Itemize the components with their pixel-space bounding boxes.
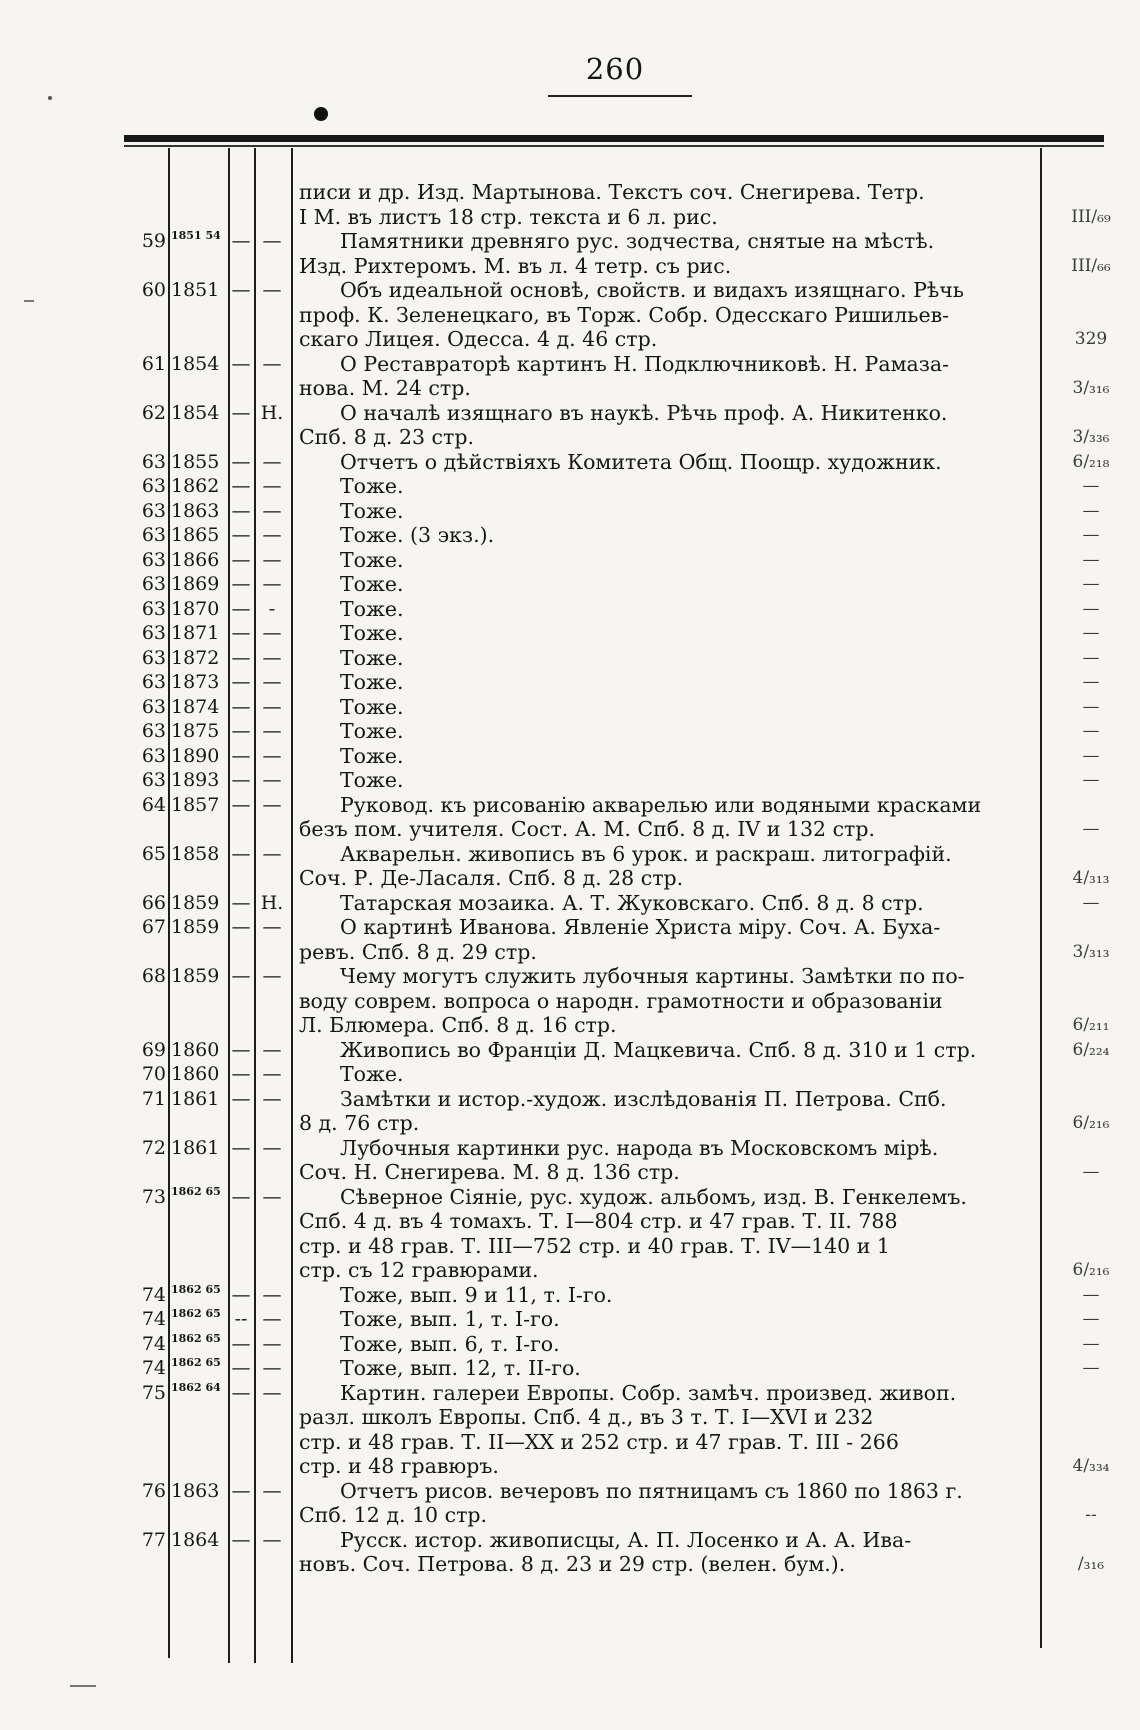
header-rule-thin: [124, 145, 1104, 147]
entry-text: Картин. галереи Европы. Собр. замѣч. произвед. живоп.: [340, 1380, 957, 1405]
table-row: [0, 1160, 1140, 1185]
entry-text: скаго Лицея. Одесса. 4 д. 46 стр.: [299, 327, 658, 351]
entry-number: 77: [141, 1528, 166, 1551]
entry-mark-a: —: [231, 401, 251, 424]
entry-year: 1863: [171, 1479, 220, 1502]
entry-text: Соч. Н. Снегирева. М. 8 д. 136 стр.: [299, 1160, 680, 1184]
entry-number: 75: [141, 1381, 166, 1404]
entry-year: 1857: [171, 793, 220, 816]
entry-mark-a: —: [231, 1357, 251, 1379]
entry-mark-b: —: [262, 352, 282, 375]
entry-year: 1863: [171, 499, 220, 522]
entry-year: 1893: [171, 769, 220, 791]
table-row: [0, 572, 1140, 597]
entry-shelf-ref: 4/₃₁₃: [1072, 868, 1110, 888]
entry-text: стр. и 48 грав. Т. II—XX и 252 стр. и 47 грав. Т. III - 266: [299, 1429, 899, 1454]
entry-year: 1862 65: [171, 1282, 221, 1296]
entry-number: 63: [141, 646, 166, 669]
entry-mark-b: —: [262, 695, 282, 718]
entry-year: 1860: [171, 1038, 220, 1061]
entry-mark-b: —: [262, 1185, 282, 1208]
entry-mark-a: —: [231, 573, 251, 595]
ink-speck: [48, 96, 52, 100]
entry-mark-a: —: [231, 450, 251, 473]
table-row: [0, 180, 1140, 205]
table-row: [0, 401, 1140, 426]
entry-shelf-ref: —: [1082, 1333, 1100, 1354]
entry-number: 63: [141, 450, 166, 473]
table-row: [0, 1038, 1140, 1063]
entry-text: Тоже.: [340, 596, 404, 621]
entry-mark-a: —: [231, 1087, 251, 1110]
entry-mark-b: —: [262, 230, 282, 252]
entry-text: проф. К. Зеленецкаго, въ Торж. Собр. Одесскаго Ришильев-: [299, 302, 950, 327]
entry-number: 69: [141, 1038, 166, 1061]
entry-year: 1874: [171, 695, 220, 718]
entry-text: писи и др. Изд. Мартынова. Текстъ соч. Снегирева. Тетр.: [299, 180, 925, 204]
entry-mark-a: —: [231, 352, 251, 375]
entry-text: Тоже.: [340, 572, 404, 596]
entry-shelf-ref: —: [1082, 500, 1100, 521]
entry-shelf-ref: 3/₃₃₆: [1072, 427, 1110, 447]
entry-mark-a: —: [231, 1528, 251, 1551]
entry-mark-a: —: [231, 769, 251, 791]
entry-text: Тоже.: [340, 719, 404, 743]
table-row: [0, 1405, 1140, 1430]
entry-year: 1865: [171, 524, 220, 546]
entry-mark-b: —: [262, 916, 282, 938]
table-row: [0, 1503, 1140, 1528]
entry-year: 1862 64: [171, 1380, 221, 1394]
entry-text: Тоже, вып. 12, т. II-го.: [340, 1356, 581, 1380]
entry-mark-b: —: [262, 1063, 282, 1085]
entry-shelf-ref: —: [1082, 623, 1100, 643]
entry-year: 1864: [171, 1528, 220, 1551]
table-row: [0, 1356, 1140, 1381]
table-row: [0, 1283, 1140, 1308]
entry-mark-b: —: [262, 646, 282, 669]
entry-mark-b: —: [262, 720, 282, 742]
table-row: [0, 425, 1140, 450]
table-row: [0, 646, 1140, 671]
table-row: [0, 1062, 1140, 1087]
entry-text: Изд. Рихтеромъ. М. въ л. 4 тетр. съ рис.: [299, 253, 732, 278]
entry-text: Русск. истор. живописцы, А. П. Лосенко и А. А. Ива-: [340, 1527, 912, 1552]
entry-shelf-ref: —: [1082, 745, 1100, 766]
entry-number: 63: [141, 499, 166, 522]
entry-text: Спб. 12 д. 10 стр.: [299, 1503, 488, 1527]
entry-number: 63: [141, 744, 166, 767]
entry-year: 1873: [171, 671, 220, 693]
entry-number: 74: [141, 1357, 166, 1379]
entry-mark-a: —: [231, 1381, 251, 1404]
entry-year: 1851 54: [171, 229, 221, 242]
entry-shelf-ref: —: [1082, 770, 1100, 790]
entry-number: 64: [141, 793, 166, 816]
entry-shelf-ref: 3/₃₁₆: [1072, 378, 1110, 398]
entry-mark-a: —: [231, 891, 251, 914]
entry-number: 61: [141, 352, 166, 375]
entry-mark-a: —: [231, 671, 251, 693]
entry-mark-b: —: [262, 524, 282, 546]
entry-text: Тоже. (3 экз.).: [340, 523, 495, 547]
entry-text: Тоже.: [340, 743, 404, 768]
entry-year: 1860: [171, 1063, 220, 1085]
entry-text: Объ идеальной основѣ, свойств. и видахъ изящнаго. Рѣчь: [340, 278, 964, 302]
entry-mark-b: —: [262, 1087, 282, 1110]
entry-number: 59: [141, 230, 166, 252]
table-row: [0, 1479, 1140, 1504]
entry-mark-a: —: [231, 279, 251, 301]
entry-shelf-ref: —: [1082, 672, 1100, 692]
entry-text: Л. Блюмера. Спб. 8 д. 16 стр.: [299, 1013, 617, 1037]
entry-year: 1871: [171, 622, 220, 644]
table-row: [0, 548, 1140, 573]
table-row: [0, 1234, 1140, 1259]
entry-mark-b: —: [262, 842, 282, 865]
entry-year: 1862 65: [171, 1184, 221, 1198]
table-row: [0, 278, 1140, 303]
entry-mark-b: -: [268, 597, 276, 620]
entry-text: Тоже.: [340, 768, 404, 792]
entry-number: 63: [141, 695, 166, 718]
table-row: [0, 621, 1140, 646]
ink-speck: [70, 1685, 96, 1687]
entry-mark-b: —: [262, 671, 282, 693]
entry-mark-a: —: [231, 1136, 251, 1159]
entry-year: 1862 65: [171, 1356, 221, 1369]
table-row: [0, 915, 1140, 940]
table-row: [0, 1111, 1140, 1136]
entry-shelf-ref: 329: [1074, 329, 1108, 349]
table-row: [0, 964, 1140, 989]
entry-text: Тоже.: [340, 498, 404, 523]
entry-year: 1851: [171, 279, 220, 301]
entry-year: 1890: [171, 744, 220, 767]
table-row: [0, 1552, 1140, 1577]
entry-text: О Реставраторѣ картинъ Н. Подключниковѣ. Н. Рамаза-: [340, 351, 950, 376]
table-row: [0, 891, 1140, 916]
entry-text: Тоже.: [340, 670, 404, 694]
entry-shelf-ref: 6/₂₁₆: [1072, 1113, 1110, 1133]
entry-mark-b: Н.: [260, 891, 284, 914]
entry-shelf-ref: 3/₃₁₃: [1072, 941, 1110, 962]
entry-mark-b: —: [262, 1038, 282, 1061]
entry-shelf-ref: —: [1082, 721, 1100, 741]
table-row: [0, 817, 1140, 842]
entry-text: воду соврем. вопроса о народн. грамотности и образованіи: [299, 988, 943, 1013]
entry-mark-a: —: [231, 622, 251, 644]
table-row: [0, 989, 1140, 1014]
entry-text: Тоже.: [340, 474, 404, 498]
table-row: [0, 352, 1140, 377]
entry-number: 74: [141, 1332, 166, 1355]
table-row: [0, 1454, 1140, 1479]
table-row: [0, 842, 1140, 867]
table-row: [0, 205, 1140, 230]
table-row: [0, 523, 1140, 548]
entry-text: Тоже, вып. 6, т. I-го.: [340, 1331, 560, 1356]
table-row: [0, 499, 1140, 524]
entry-text: Руковод. къ рисованію акварелью или водяными красками: [340, 792, 982, 817]
entry-mark-a: —: [231, 1332, 251, 1355]
entry-mark-b: —: [262, 573, 282, 595]
entry-shelf-ref: —: [1082, 819, 1100, 839]
entry-shelf-ref: —: [1082, 598, 1100, 619]
entry-shelf-ref: --: [1085, 1505, 1097, 1525]
entry-number: 66: [141, 891, 166, 914]
entry-shelf-ref: —: [1082, 476, 1100, 496]
table-row: [0, 695, 1140, 720]
entry-shelf-ref: —: [1082, 892, 1100, 913]
entry-mark-a: —: [231, 1063, 251, 1085]
entry-mark-a: —: [231, 1283, 251, 1306]
entry-shelf-ref: 4/₃₃₄: [1072, 1456, 1110, 1476]
entry-number: 60: [141, 279, 166, 301]
entry-text: Отчетъ рисов. вечеровъ по пятницамъ съ 1860 по 1863 г.: [340, 1478, 963, 1503]
entry-number: 63: [141, 671, 166, 693]
entry-shelf-ref: /₃₁₆: [1077, 1554, 1105, 1574]
entry-shelf-ref: —: [1082, 525, 1100, 545]
entry-number: 76: [141, 1479, 166, 1502]
entry-mark-b: —: [262, 1357, 282, 1379]
entry-mark-a: —: [231, 842, 251, 865]
entry-text: стр. и 48 гравюръ.: [299, 1454, 499, 1478]
entry-text: О началѣ изящнаго въ наукѣ. Рѣчь проф. А. Никитенко.: [340, 400, 948, 425]
entry-text: I М. въ листъ 18 стр. текста и 6 л. рис.: [299, 204, 718, 229]
table-row: [0, 744, 1140, 769]
entry-mark-b: —: [262, 1528, 282, 1551]
entry-mark-b: —: [262, 769, 282, 791]
entry-text: Тоже.: [340, 645, 404, 670]
entry-number: 70: [141, 1063, 166, 1085]
entry-shelf-ref: —: [1082, 574, 1100, 594]
table-row: [0, 1307, 1140, 1332]
entry-mark-b: —: [262, 279, 282, 301]
entry-year: 1855: [171, 450, 220, 473]
entry-mark-a: —: [231, 720, 251, 742]
entry-mark-a: —: [231, 695, 251, 718]
entry-number: 74: [141, 1308, 166, 1330]
entry-mark-a: —: [231, 965, 251, 987]
table-row: [0, 254, 1140, 279]
entry-year: 1861: [171, 1087, 220, 1110]
entry-mark-a: —: [231, 916, 251, 938]
entry-mark-a: —: [231, 1479, 251, 1502]
table-row: [0, 1381, 1140, 1406]
entry-text: Чему могутъ служить лубочныя картины. Замѣтки по по-: [340, 964, 965, 988]
entry-shelf-ref: —: [1082, 647, 1100, 668]
entry-number: 63: [141, 524, 166, 546]
entry-text: Спб. 8 д. 23 стр.: [299, 425, 475, 449]
entry-mark-a: —: [231, 1038, 251, 1061]
entry-number: 74: [141, 1283, 166, 1306]
entry-mark-b: —: [262, 622, 282, 644]
entry-shelf-ref: 6/₂₁₈: [1072, 451, 1110, 472]
entry-mark-a: —: [231, 499, 251, 522]
entry-text: Тоже, вып. 1, т. I-го.: [340, 1307, 560, 1331]
entry-text: Соч. Р. Де-Ласаля. Спб. 8 д. 28 стр.: [299, 866, 684, 890]
table-row: [0, 1332, 1140, 1357]
entry-text: стр. и 48 грав. Т. III—752 стр. и 40 грав. Т. IV—140 и 1: [299, 1233, 890, 1258]
table-row: [0, 1528, 1140, 1553]
entry-text: Лубочныя картинки рус. народа въ Московскомъ мірѣ.: [340, 1135, 939, 1160]
entry-text: безъ пом. учителя. Сост. А. М. Спб. 8 д. IV и 132 стр.: [299, 817, 876, 841]
entry-year: 1869: [171, 573, 220, 595]
entry-shelf-ref: III/₆₉: [1071, 206, 1111, 227]
entry-mark-b: —: [262, 1332, 282, 1355]
table-row: [0, 1258, 1140, 1283]
entry-mark-b: —: [262, 965, 282, 987]
entry-mark-b: Н.: [260, 401, 284, 424]
table-row: [0, 670, 1140, 695]
ink-blot: [314, 107, 328, 121]
entry-shelf-ref: —: [1082, 1162, 1100, 1182]
entry-text: Акварельн. живопись въ 6 урок. и раскраш. литографій.: [340, 841, 952, 866]
entry-year: 1862: [171, 475, 220, 497]
entry-number: 63: [141, 597, 166, 620]
entry-number: 68: [141, 965, 166, 987]
table-row: [0, 1013, 1140, 1038]
entry-shelf-ref: —: [1082, 1358, 1100, 1378]
entry-text: стр. съ 12 гравюрами.: [299, 1258, 539, 1282]
table-row: [0, 1209, 1140, 1234]
entry-mark-a: —: [231, 548, 251, 571]
table-row: [0, 1136, 1140, 1161]
entry-number: 65: [141, 842, 166, 865]
entry-mark-b: —: [262, 1283, 282, 1306]
entry-number: 62: [141, 401, 166, 424]
entry-mark-a: —: [231, 524, 251, 546]
entry-mark-a: —: [231, 793, 251, 816]
entry-text: Тоже, вып. 9 и 11, т. I-го.: [340, 1282, 613, 1307]
entry-text: разл. школъ Европы. Спб. 4 д., въ 3 т. Т. I—XVI и 232: [299, 1405, 874, 1429]
table-row: [0, 450, 1140, 475]
entry-text: Татарская мозаика. А. Т. Жуковскаго. Спб. 8 д. 8 стр.: [340, 890, 924, 915]
entry-shelf-ref: III/₆₆: [1071, 255, 1111, 276]
entry-year: 1861: [171, 1136, 220, 1159]
entry-mark-b: —: [262, 744, 282, 767]
entry-number: 63: [141, 475, 166, 497]
entry-text: новъ. Соч. Петрова. 8 д. 23 и 29 стр. (велен. бум.).: [299, 1552, 846, 1576]
entry-text: Тоже.: [340, 621, 404, 645]
entry-year: 1859: [171, 916, 220, 938]
page-number: 260: [585, 52, 645, 86]
entry-year: 1859: [171, 965, 220, 987]
entry-shelf-ref: —: [1082, 1284, 1100, 1305]
entry-mark-b: —: [262, 1308, 282, 1330]
entry-mark-a: —: [231, 744, 251, 767]
entry-shelf-ref: —: [1082, 696, 1100, 717]
table-row: [0, 940, 1140, 965]
entry-shelf-ref: 6/₂₂₄: [1072, 1039, 1110, 1060]
entry-mark-b: —: [262, 548, 282, 571]
entry-text: Живопись во Франціи Д. Мацкевича. Спб. 8 д. 310 и 1 стр.: [340, 1037, 977, 1062]
entry-year: 1870: [171, 597, 220, 620]
entry-year: 1872: [171, 646, 220, 669]
entry-year: 1862 65: [171, 1331, 221, 1345]
entry-text: нова. М. 24 стр.: [299, 376, 471, 400]
entry-number: 63: [141, 548, 166, 571]
table-row: [0, 719, 1140, 744]
table-row: [0, 303, 1140, 328]
entry-text: Тоже.: [340, 1062, 404, 1086]
entry-number: 71: [141, 1087, 166, 1110]
header-rule-thick: [124, 135, 1104, 142]
entry-year: 1875: [171, 720, 220, 742]
entry-mark-b: —: [262, 450, 282, 473]
entry-mark-b: —: [262, 793, 282, 816]
entry-mark-a: —: [231, 1185, 251, 1208]
entry-text: Тоже.: [340, 694, 404, 719]
table-row: [0, 229, 1140, 254]
entry-text: Памятники древняго рус. зодчества, снятые на мѣстѣ.: [340, 229, 935, 253]
table-row: [0, 474, 1140, 499]
table-row: [0, 866, 1140, 891]
entry-mark-a: —: [231, 230, 251, 252]
entry-number: 63: [141, 573, 166, 595]
entry-text: Отчетъ о дѣйствіяхъ Комитета Общ. Поощр. художник.: [340, 449, 942, 474]
entry-text: Замѣтки и истор.-худож. изслѣдованія П. Петрова. Спб.: [340, 1086, 947, 1111]
entry-number: 63: [141, 720, 166, 742]
table-row: [0, 1430, 1140, 1455]
entry-number: 73: [141, 1185, 166, 1208]
table-row: [0, 793, 1140, 818]
entry-mark-b: —: [262, 1381, 282, 1404]
entry-text: О картинѣ Иванова. Явленіе Христа міру. Соч. А. Буха-: [340, 915, 941, 939]
entry-shelf-ref: —: [1082, 549, 1100, 570]
entry-text: Сѣверное Сіяніе, рус. худож. альбомъ, изд. В. Генкелемъ.: [340, 1184, 967, 1209]
entry-text: Тоже.: [340, 547, 404, 572]
entry-number: 72: [141, 1136, 166, 1159]
entry-year: 1866: [171, 548, 220, 571]
entry-text: 8 д. 76 стр.: [299, 1111, 420, 1135]
catalog-table: [0, 180, 1140, 1577]
entry-year: 1859: [171, 891, 220, 914]
entry-mark-a: --: [234, 1308, 248, 1330]
table-row: [0, 376, 1140, 401]
entry-text: Спб. 4 д. въ 4 томахъ. Т. I—804 стр. и 47 грав. Т. II. 788: [299, 1209, 898, 1233]
entry-number: 63: [141, 769, 166, 791]
entry-shelf-ref: —: [1082, 1309, 1100, 1329]
entry-mark-b: —: [262, 1479, 282, 1502]
entry-mark-a: —: [231, 597, 251, 620]
entry-year: 1854: [171, 352, 220, 375]
entry-year: 1854: [171, 401, 220, 424]
table-row: [0, 1185, 1140, 1210]
entry-mark-b: —: [262, 499, 282, 522]
entry-mark-b: —: [262, 1136, 282, 1159]
page-number-rule: [548, 95, 692, 97]
entry-text: ревъ. Спб. 8 д. 29 стр.: [299, 939, 537, 964]
table-row: [0, 597, 1140, 622]
table-row: [0, 768, 1140, 793]
entry-shelf-ref: 6/₂₁₁: [1072, 1015, 1110, 1035]
entry-shelf-ref: 6/₂₁₆: [1072, 1260, 1110, 1280]
entry-mark-a: —: [231, 646, 251, 669]
entry-number: 63: [141, 622, 166, 644]
entry-year: 1862 65: [171, 1307, 221, 1320]
entry-mark-a: —: [231, 475, 251, 497]
table-row: [0, 1087, 1140, 1112]
entry-year: 1858: [171, 842, 220, 865]
entry-mark-b: —: [262, 475, 282, 497]
table-row: [0, 327, 1140, 352]
entry-number: 67: [141, 916, 166, 938]
